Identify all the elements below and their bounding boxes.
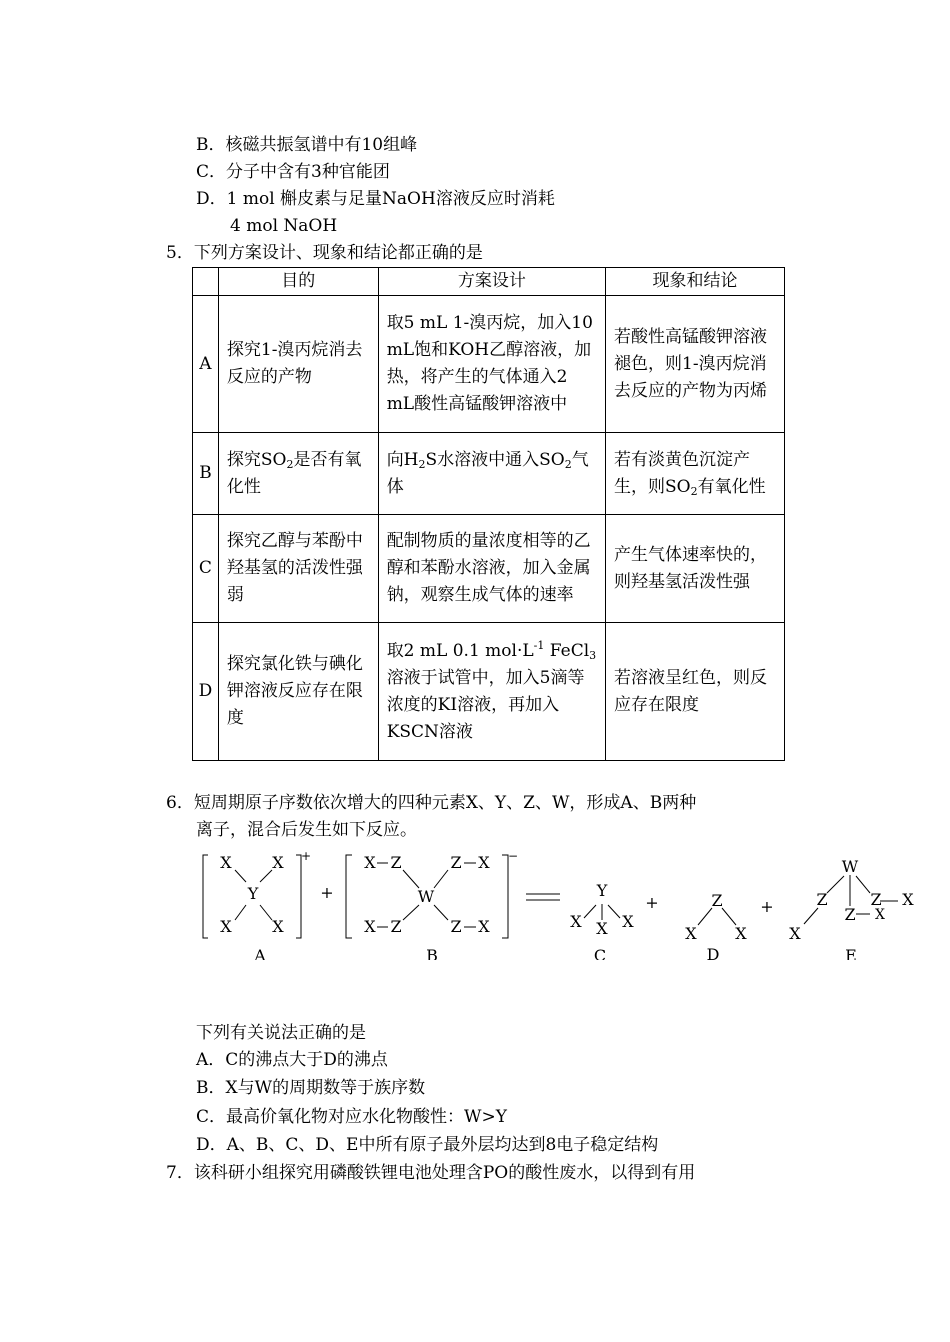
charge-a: + — [300, 850, 312, 863]
atom-z: Z — [450, 853, 462, 872]
atom-x: X — [478, 917, 490, 936]
plus-sign: + — [320, 883, 334, 902]
label-a: A — [254, 946, 266, 960]
row-result: 若有淡黄色沉淀产生，则$SO_2$有氧化性 — [606, 433, 785, 515]
table-row — [193, 515, 785, 623]
q7-stem: 7．该科研小组探究用磷酸铁锂电池处理含PO的酸性废水，以得到有用 — [166, 1163, 696, 1183]
row-result: 产生气体速率快的，则羟基氢活泼性强 — [606, 515, 785, 623]
atom-y: Y — [596, 881, 608, 900]
row-design: 配制物质的量浓度相等的乙醇和苯酚水溶液，加入金属钠，观察生成气体的速率 — [378, 515, 605, 623]
label-c: C — [593, 946, 607, 960]
row-result: 若酸性高锰酸钾溶液褪色，则1-溴丙烷消去反应的产物为丙烯 — [606, 296, 785, 433]
q5-stem: 5．下列方案设计、现象和结论都正确的是 — [166, 243, 483, 263]
bracket-b-left — [346, 855, 352, 938]
table-header-row — [193, 268, 785, 296]
q6-option-b: B．X与W的周期数等于族序数 — [196, 1078, 426, 1098]
row-design: 取5 mL 1-溴丙烷，加入10 mL饱和KOH乙醇溶液，加热，将产生的气体通入2 mL酸性高锰酸钾溶液中 — [378, 296, 605, 433]
q6-prompt: 下列有关说法正确的是 — [196, 1023, 366, 1043]
row-option: A — [193, 296, 219, 433]
atom-x: X — [364, 853, 376, 872]
row-option: C — [193, 515, 219, 623]
atom-z: Z — [870, 890, 882, 909]
atom-x: X — [735, 924, 747, 943]
atom-x: X — [622, 912, 634, 931]
bracket-b-right — [502, 855, 508, 938]
label-b: B — [426, 946, 438, 960]
atom-z: Z — [390, 917, 402, 936]
q5-table — [192, 267, 785, 761]
q6-option-c: C．最高价氧化物对应水化物酸性：W>Y — [196, 1107, 507, 1127]
label-e: E — [845, 946, 857, 960]
q6-stem-line1: 6．短周期原子序数依次增大的四种元素X、Y、Z、W，形成A、B两种 — [166, 793, 697, 813]
atom-x: X — [272, 853, 284, 872]
plus-sign: + — [760, 897, 774, 916]
row-option: B — [193, 433, 219, 515]
table-row — [193, 296, 785, 433]
atom-z: Z — [816, 890, 828, 909]
atom-z: Z — [450, 917, 462, 936]
q4-option-d-line1: D．1 mol 槲皮素与足量NaOH溶液反应时消耗 — [196, 189, 555, 209]
atom-x: X — [220, 917, 232, 936]
atom-x: X — [789, 924, 801, 943]
header-result: 现象和结论 — [606, 268, 785, 296]
row-result: 若溶液呈红色，则反应存在限度 — [606, 623, 785, 761]
atom-z: Z — [844, 905, 856, 924]
atom-z: Z — [711, 891, 723, 910]
atom-x: X — [364, 917, 376, 936]
table-row — [193, 433, 785, 515]
header-design: 方案设计 — [378, 268, 605, 296]
reaction-equation — [190, 850, 930, 960]
q6-option-d: D．A、B、C、D、E中所有原子最外层均达到8电子稳定结构 — [196, 1135, 659, 1155]
plus-sign: + — [645, 893, 659, 912]
header-blank — [193, 268, 219, 296]
row-purpose: 探究乙醇与苯酚中羟基氢的活泼性强弱 — [218, 515, 378, 623]
bracket-a-right — [296, 855, 301, 938]
atom-x: X — [596, 919, 608, 938]
charge-b: − — [507, 850, 519, 863]
row-purpose: 探究$SO_2$是否有氧化性 — [218, 433, 378, 515]
atom-z: Z — [390, 853, 402, 872]
table-row — [193, 623, 785, 761]
row-purpose: 探究氯化铁与碘化钾溶液反应存在限度 — [218, 623, 378, 761]
q6-option-a: A．C的沸点大于D的沸点 — [196, 1050, 388, 1070]
q4-option-d-line2: 4 mol NaOH — [230, 216, 338, 236]
atom-x: X — [902, 890, 914, 909]
atom-x: X — [272, 917, 284, 936]
atom-x: X — [875, 907, 885, 923]
label-d: D — [706, 945, 720, 960]
atom-x: X — [478, 853, 490, 872]
row-design: 向$H_2S$水溶液中通入$SO_2$气体 — [378, 433, 605, 515]
atom-w: W — [841, 857, 859, 876]
header-purpose: 目的 — [218, 268, 378, 296]
q4-option-b: B．核磁共振氢谱中有10组峰 — [196, 135, 418, 155]
row-design: 取2 mL 0.1 $mol\cdot L^{-1}$ FeCl$_3$溶液于试管中，加入5滴等浓度的KI溶液，再加入KSCN溶液 — [378, 623, 605, 761]
q6-stem-line2: 离子，混合后发生如下反应。 — [196, 820, 417, 840]
bracket-a-left — [203, 855, 208, 938]
row-purpose: 探究1-溴丙烷消去反应的产物 — [218, 296, 378, 433]
atom-w: W — [417, 887, 435, 906]
atom-x: X — [685, 924, 697, 943]
atom-y: Y — [247, 884, 259, 903]
row-option: D — [193, 623, 219, 761]
atom-x: X — [570, 912, 582, 931]
q4-option-c: C．分子中含有3种官能团 — [196, 162, 390, 182]
atom-x: X — [220, 853, 232, 872]
